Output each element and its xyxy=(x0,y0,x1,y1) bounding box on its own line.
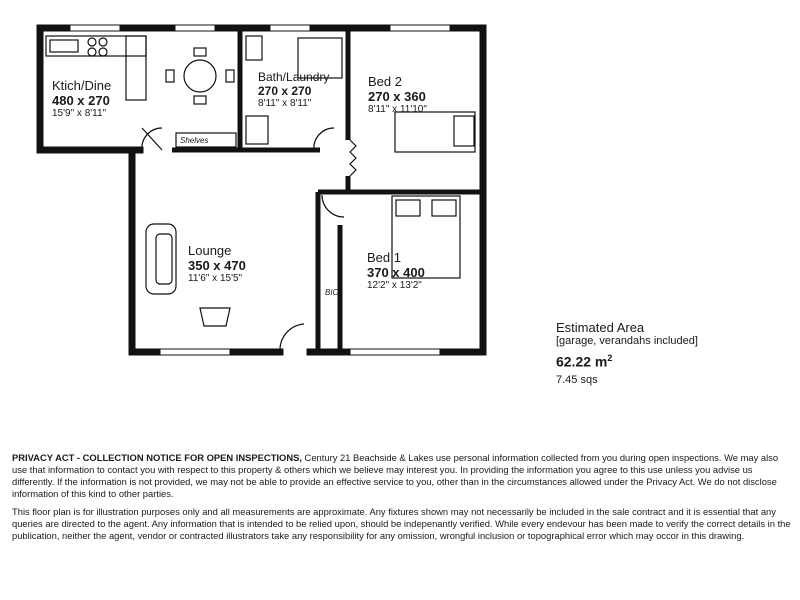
privacy-body: Century 21 Beachside & Lakes use personal information collected from you during open inspections. We may also use that information to contact you with respect to this property & others which we believe may interest you. In providing the information you agree to this use unless you advise us differently. If the information is not provided, we may not be able to provide an effective service to you, other than in the circumstances allowed under the Privacy Act. We do not disclose information of this kind to other parties. xyxy=(12,452,779,499)
area-value: 62.22 m xyxy=(556,353,608,370)
room-metric: 350 x 470 xyxy=(188,258,246,273)
legal-notice xyxy=(12,452,792,548)
privacy-heading: PRIVACY ACT - COLLECTION NOTICE FOR OPEN INSPECTIONS, xyxy=(12,452,302,463)
room-name: Bed 1 xyxy=(367,250,401,265)
area-squares: 7.45 sqs xyxy=(556,373,598,386)
room-metric: 370 x 400 xyxy=(367,265,425,280)
disclaimer: This floor plan is for illustration purposes only and all measurements are approximate. Any fixtures shown may not necessarily be included in the sale contract and it is essential that any queries are directed to the agent. Any information that is intended to be relied upon, should be indepenantly verified. While every endevour has been made to verify the correct details in the publication, neither the agent, vendor or contracted illustrators take any responsibility for any omission, wrongful inclusion or topographical error which may occor in this drawing. xyxy=(12,506,791,541)
bed2-fixtures xyxy=(350,112,475,176)
area-note: [garage, verandahs included] xyxy=(556,335,698,347)
privacy-notice xyxy=(12,452,792,500)
area-unit-sup: 2 xyxy=(607,353,613,363)
room-metric: 270 x 270 xyxy=(258,84,312,98)
room-imperial: 8'11" x 11'10" xyxy=(368,104,427,115)
room-kitchen-dine xyxy=(52,78,111,119)
room-imperial: 11'6" x 15'5" xyxy=(188,273,243,284)
room-name: Bath/Laundry xyxy=(258,70,330,84)
room-name: Lounge xyxy=(188,243,232,258)
room-bath-laundry xyxy=(258,70,329,109)
area-value-line xyxy=(556,353,698,370)
bic-label: BIC xyxy=(325,288,339,297)
room-metric: 270 x 360 xyxy=(368,89,426,104)
room-name: Ktich/Dine xyxy=(52,78,112,93)
estimated-area-block xyxy=(556,320,698,386)
room-imperial: 12'2" x 13'2" xyxy=(367,280,422,291)
room-bed-1 xyxy=(367,250,425,291)
shelves-label: Shelves xyxy=(180,136,209,145)
room-name: Bed 2 xyxy=(368,74,402,89)
room-bed-2 xyxy=(368,74,427,115)
room-metric: 480 x 270 xyxy=(52,93,110,108)
room-imperial: 15'9" x 8'11" xyxy=(52,108,107,119)
room-lounge xyxy=(188,243,246,284)
area-title: Estimated Area xyxy=(556,320,645,335)
room-imperial: 8'11" x 8'11" xyxy=(258,98,312,109)
